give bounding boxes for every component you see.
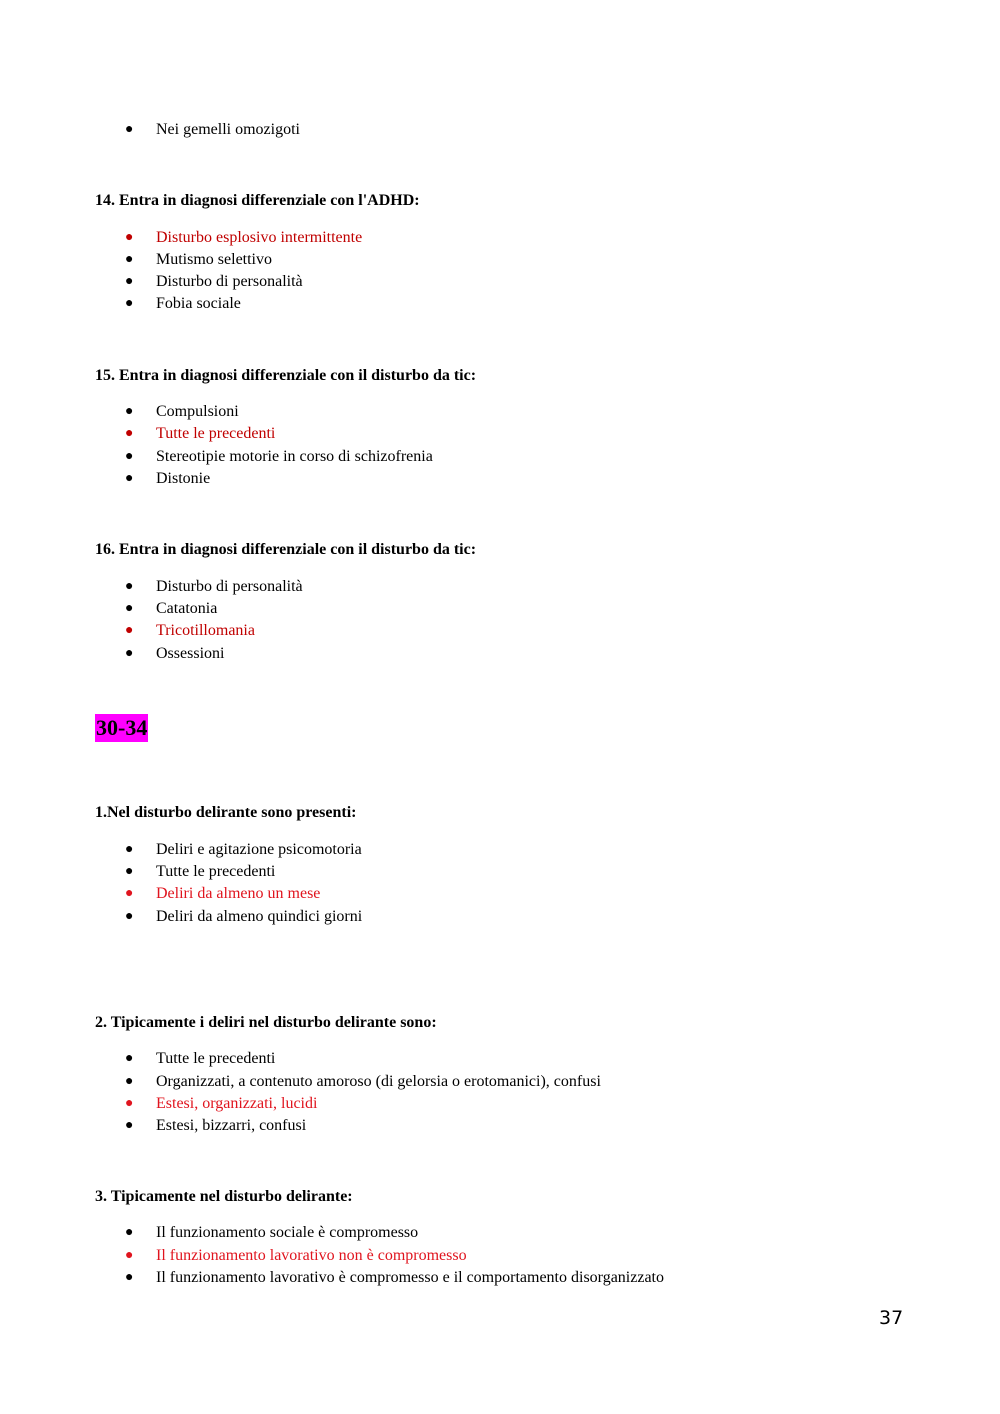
list-item-answer: ● Deliri da almeno un mese bbox=[125, 885, 321, 902]
bullet-icon: ● bbox=[125, 426, 134, 441]
list-item: ● Deliri da almeno quindici giorni bbox=[125, 908, 363, 925]
bullet-icon: ● bbox=[125, 1225, 134, 1240]
list-item: ● Deliri e agitazione psicomotoria bbox=[125, 841, 362, 858]
bullet-icon: ● bbox=[125, 864, 134, 879]
question-15: 15. Entra in diagnosi differenziale con il disturbo da tic: bbox=[95, 367, 477, 384]
list-item: ● Distonie bbox=[125, 470, 211, 487]
bullet-icon: ● bbox=[125, 1074, 134, 1089]
bullet-icon: ● bbox=[125, 601, 134, 616]
bullet-icon: ● bbox=[125, 1248, 134, 1263]
bullet-icon: ● bbox=[125, 1118, 134, 1133]
list-item: ● Tutte le precedenti bbox=[125, 863, 276, 880]
list-item-answer: ● Il funzionamento lavorativo non è compromesso bbox=[125, 1247, 467, 1264]
bullet-icon: ● bbox=[125, 404, 134, 419]
list-item: ● Il funzionamento lavorativo è compromesso e il comportamento disorganizzato bbox=[125, 1269, 664, 1286]
list-item: ● Catatonia bbox=[125, 600, 218, 617]
list-item-answer: ● Estesi, organizzati, lucidi bbox=[125, 1095, 318, 1112]
question-2: 2. Tipicamente i deliri nel disturbo delirante sono: bbox=[95, 1014, 437, 1031]
bullet-icon: ● bbox=[125, 1096, 134, 1111]
bullet-icon: ● bbox=[125, 886, 134, 901]
list-item: ● Stereotipie motorie in corso di schizofrenia bbox=[125, 448, 433, 465]
list-item: ● Fobia sociale bbox=[125, 295, 241, 312]
question-1: 1.Nel disturbo delirante sono presenti: bbox=[95, 804, 357, 821]
list-item: ● Il funzionamento sociale è compromesso bbox=[125, 1224, 419, 1241]
list-item: ● Nei gemelli omozigoti bbox=[125, 121, 300, 138]
question-16: 16. Entra in diagnosi differenziale con il disturbo da tic: bbox=[95, 541, 477, 558]
page-number: 37 bbox=[879, 1307, 904, 1329]
list-item: ● Tutte le precedenti bbox=[125, 1050, 276, 1067]
bullet-icon: ● bbox=[125, 252, 134, 267]
bullet-icon: ● bbox=[125, 274, 134, 289]
bullet-icon: ● bbox=[125, 230, 134, 245]
bullet-icon: ● bbox=[125, 471, 134, 486]
bullet-icon: ● bbox=[125, 296, 134, 311]
bullet-icon: ● bbox=[125, 449, 134, 464]
section-label: 30-34 bbox=[96, 715, 148, 740]
bullet-icon: ● bbox=[125, 623, 134, 638]
bullet-icon: ● bbox=[125, 1270, 134, 1285]
question-3: 3. Tipicamente nel disturbo delirante: bbox=[95, 1188, 353, 1205]
list-item: ● Mutismo selettivo bbox=[125, 251, 272, 268]
list-item: ● Ossessioni bbox=[125, 645, 225, 662]
bullet-icon: ● bbox=[125, 579, 134, 594]
list-item-answer: ● Tricotillomania bbox=[125, 622, 255, 639]
list-item: ● Disturbo di personalità bbox=[125, 273, 303, 290]
list-item: ● Disturbo di personalità bbox=[125, 578, 303, 595]
bullet-icon: ● bbox=[125, 1051, 134, 1066]
question-14: 14. Entra in diagnosi differenziale con l'ADHD: bbox=[95, 192, 420, 209]
list-item: ● Estesi, bizzarri, confusi bbox=[125, 1117, 307, 1134]
list-item-answer: ● Disturbo esplosivo intermittente bbox=[125, 229, 363, 246]
list-item: ● Compulsioni bbox=[125, 403, 239, 420]
list-item-answer: ● Tutte le precedenti bbox=[125, 425, 276, 442]
bullet-icon: ● bbox=[125, 122, 134, 137]
bullet-icon: ● bbox=[125, 909, 134, 924]
list-item: ● Organizzati, a contenuto amoroso (di gelorsia o erotomanici), confusi bbox=[125, 1073, 601, 1090]
bullet-icon: ● bbox=[125, 646, 134, 661]
bullet-icon: ● bbox=[125, 842, 134, 857]
